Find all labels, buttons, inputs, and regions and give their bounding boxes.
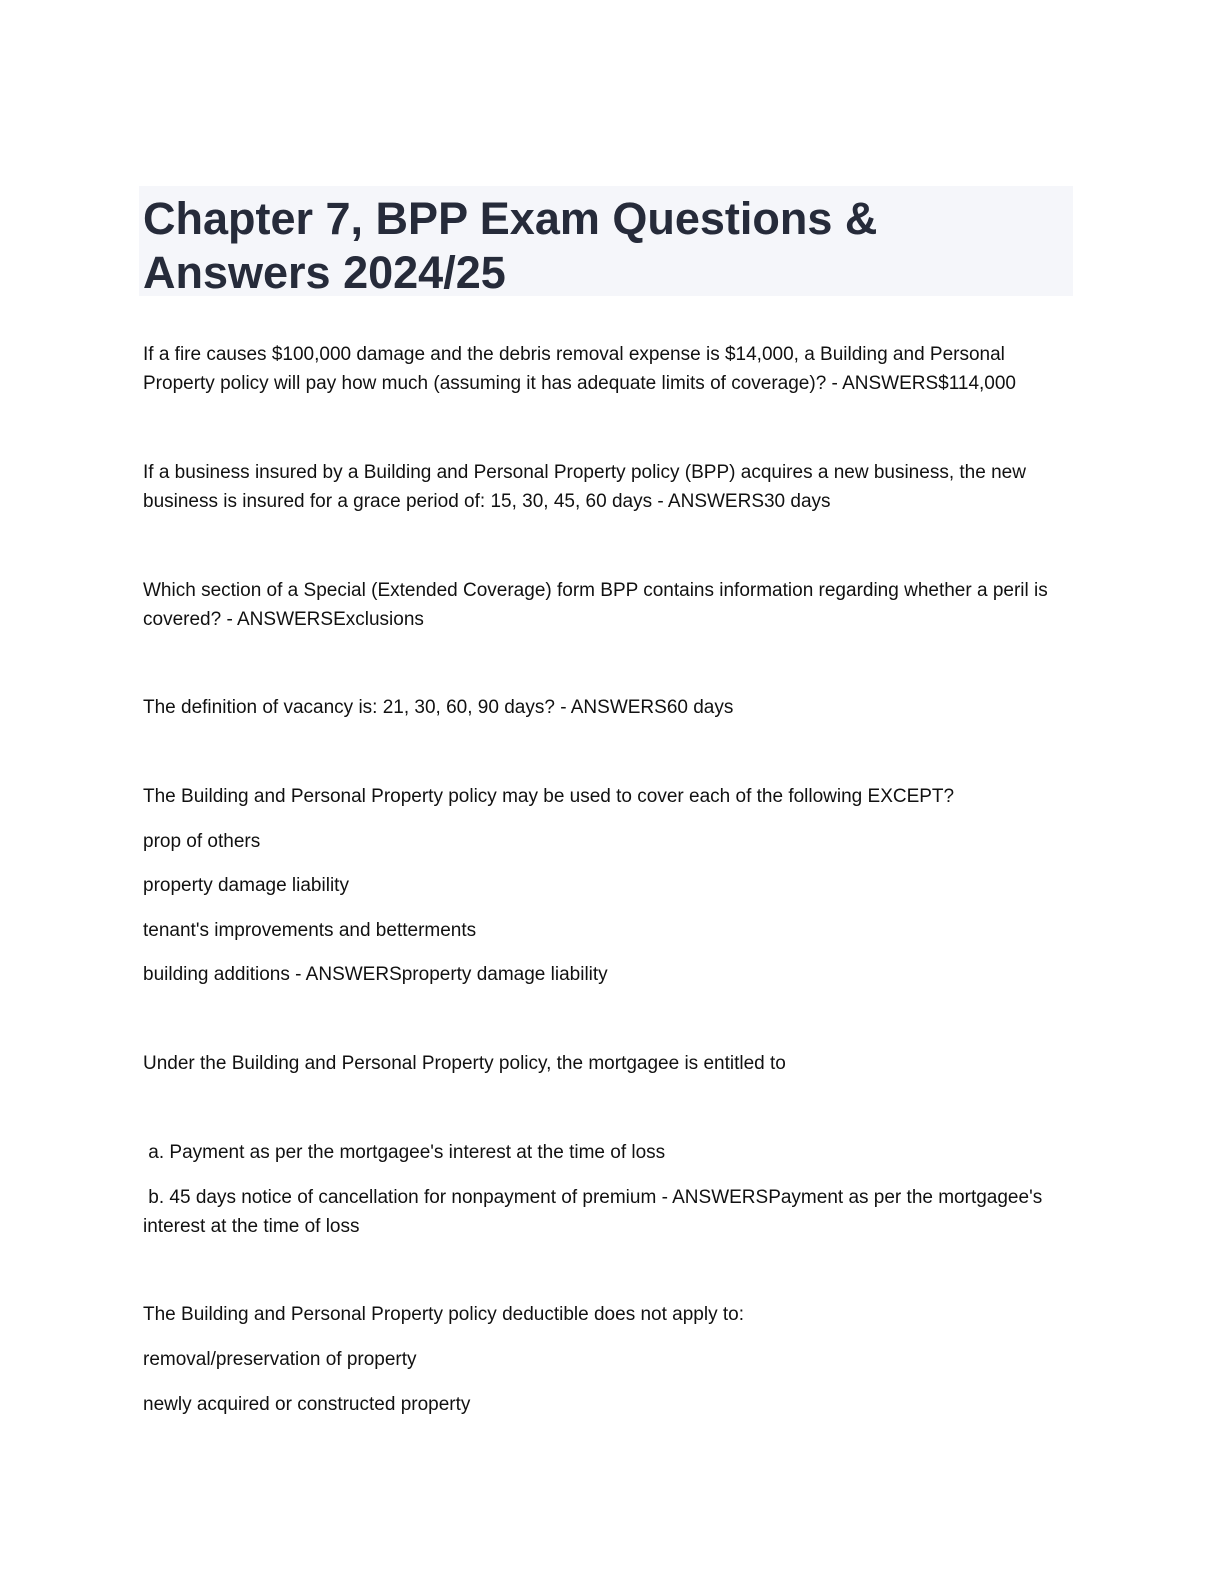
option-answer: building additions - ANSWERSproperty damage liability xyxy=(143,964,608,985)
option-answer: b. 45 days notice of cancellation for nonpayment of premium - ANSWERSPayment as per the mortgagee's interest at the time of loss xyxy=(143,1187,1048,1237)
option: a. Payment as per the mortgagee's interest at the time of loss xyxy=(143,1142,666,1163)
question-5: The Building and Personal Property policy may be used to cover each of the following EXCEPT? xyxy=(143,786,955,807)
question-1: If a fire causes $100,000 damage and the debris removal expense is $14,000, a Building and Personal Property policy will pay how much (assuming it has adequate limits of coverage)? - ANSWERS$114,000 xyxy=(143,344,1016,394)
option: tenant's improvements and betterments xyxy=(143,920,477,941)
page-title: Chapter 7, BPP Exam Questions & Answers 2024/25 xyxy=(143,193,878,298)
question-3: Which section of a Special (Extended Coverage) form BPP contains information regarding whether a peril is covered? - ANSWERSExclusions xyxy=(143,580,1048,630)
question-4: The definition of vacancy is: 21, 30, 60, 90 days? - ANSWERS60 days xyxy=(143,697,734,718)
option: newly acquired or constructed property xyxy=(143,1394,471,1415)
question-7: The Building and Personal Property policy deductible does not apply to: xyxy=(143,1304,744,1325)
option: removal/preservation of property xyxy=(143,1349,417,1370)
question-2: If a business insured by a Building and Personal Property policy (BPP) acquires a new business, the new business is insured for a grace period of: 15, 30, 45, 60 days - ANSWERS30 days xyxy=(143,462,1026,512)
option: prop of others xyxy=(143,831,261,852)
question-6: Under the Building and Personal Property policy, the mortgagee is entitled to xyxy=(143,1053,786,1074)
option: property damage liability xyxy=(143,875,349,896)
